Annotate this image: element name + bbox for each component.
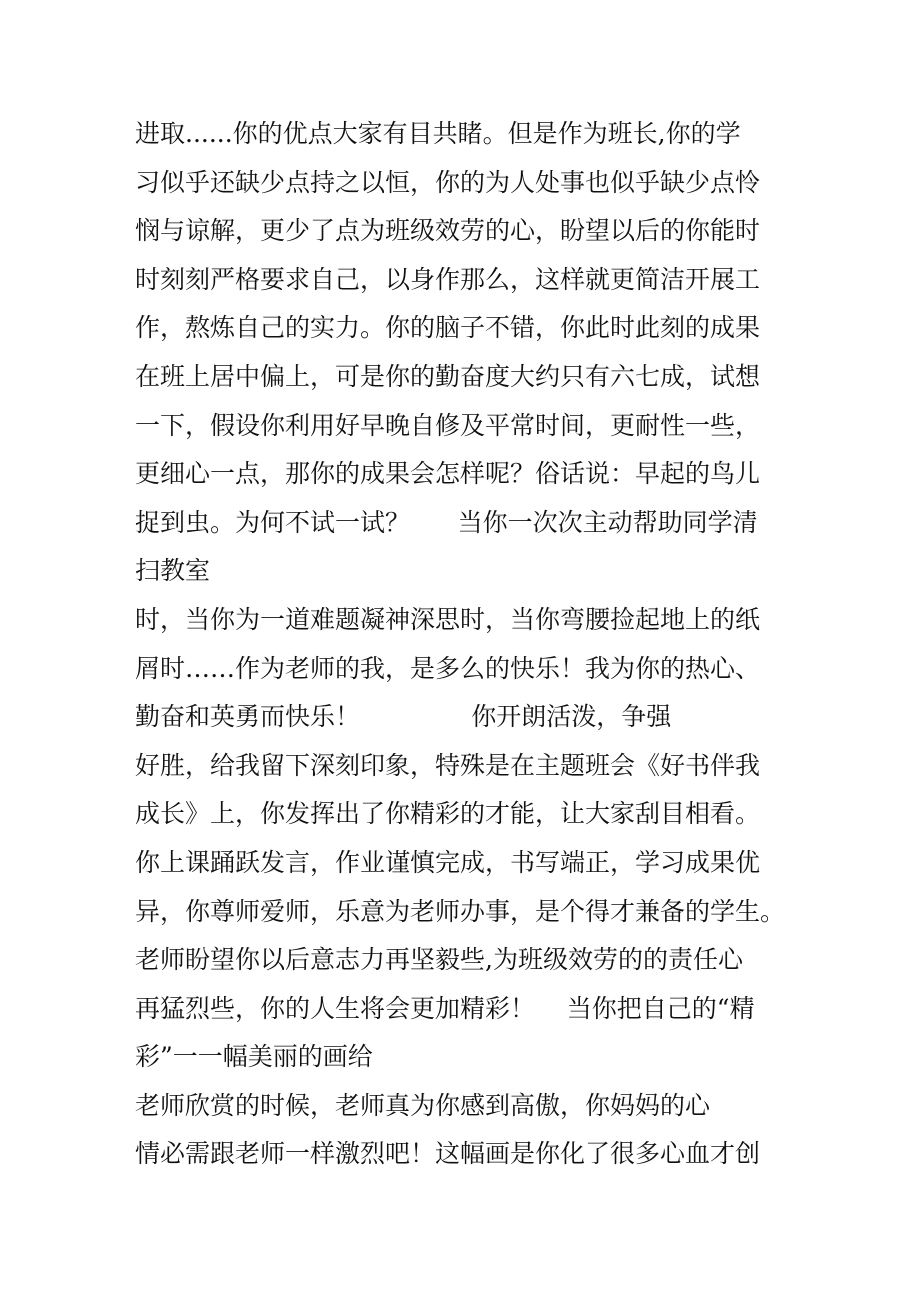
text-line: 作，熬炼自己的实力。你的脑子不错，你此时此刻的成果	[135, 313, 761, 343]
text-line: 扫教室	[135, 556, 211, 586]
text-line: 老师盼望你以后意志力再坚毅些,为班级效劳的的责任心	[135, 945, 743, 975]
text-line: 好胜，给我留下深刻印象，特殊是在主题班会《好书伴我	[135, 750, 761, 780]
text-line: 更细心一点，那你的成果会怎样呢？俗话说：早起的鸟儿	[135, 459, 761, 489]
text-line: 彩”一一幅美丽的画给	[135, 1042, 373, 1072]
text-line: 在班上居中偏上，可是你的勤奋度大约只有六七成，试想	[135, 361, 761, 391]
document-body	[135, 110, 825, 1179]
text-line: 勤奋和英勇而快乐！ 你开朗活泼，争强	[135, 702, 672, 732]
text-line: 老师欣赏的时候，老师真为你感到高傲，你妈妈的心	[135, 1090, 711, 1120]
text-line: 悯与谅解，更少了点为班级效劳的心，盼望以后的你能时	[135, 216, 761, 246]
text-line: 屑时……作为老师的我，是多么的快乐！我为你的热心、	[135, 653, 761, 683]
text-line: 你上课踊跃发言，作业谨慎完成，书写端正，学习成果优	[135, 847, 761, 877]
text-line: 情必需跟老师一样激烈吧！这幅画是你化了很多心血才创	[135, 1139, 761, 1169]
text-line: 时刻刻严格要求自己，以身作那么，这样就更简洁开展工	[135, 264, 761, 294]
text-line: 习似乎还缺少点持之以恒，你的为人处事也似乎缺少点怜	[135, 167, 761, 197]
text-line: 进取......你的优点大家有目共睹。但是作为班长,你的学	[135, 119, 741, 148]
text-line: 再猛烈些，你的人生将会更加精彩！ 当你把自己的“精	[135, 993, 755, 1023]
text-line: 时，当你为一道难题凝神深思时，当你弯腰捡起地上的纸	[135, 604, 761, 634]
text-line: 成长》上，你发挥出了你精彩的才能，让大家刮目相看。	[135, 799, 761, 829]
text-line: 一下，假设你利用好早晚自修及平常时间，更耐性一些，	[135, 410, 761, 440]
text-line: 捉到虫。为何不试一试？ 当你一次次主动帮助同学清	[135, 507, 758, 537]
text-line: 异，你尊师爱师，乐意为老师办事，是个得才兼备的学生。	[135, 896, 786, 926]
